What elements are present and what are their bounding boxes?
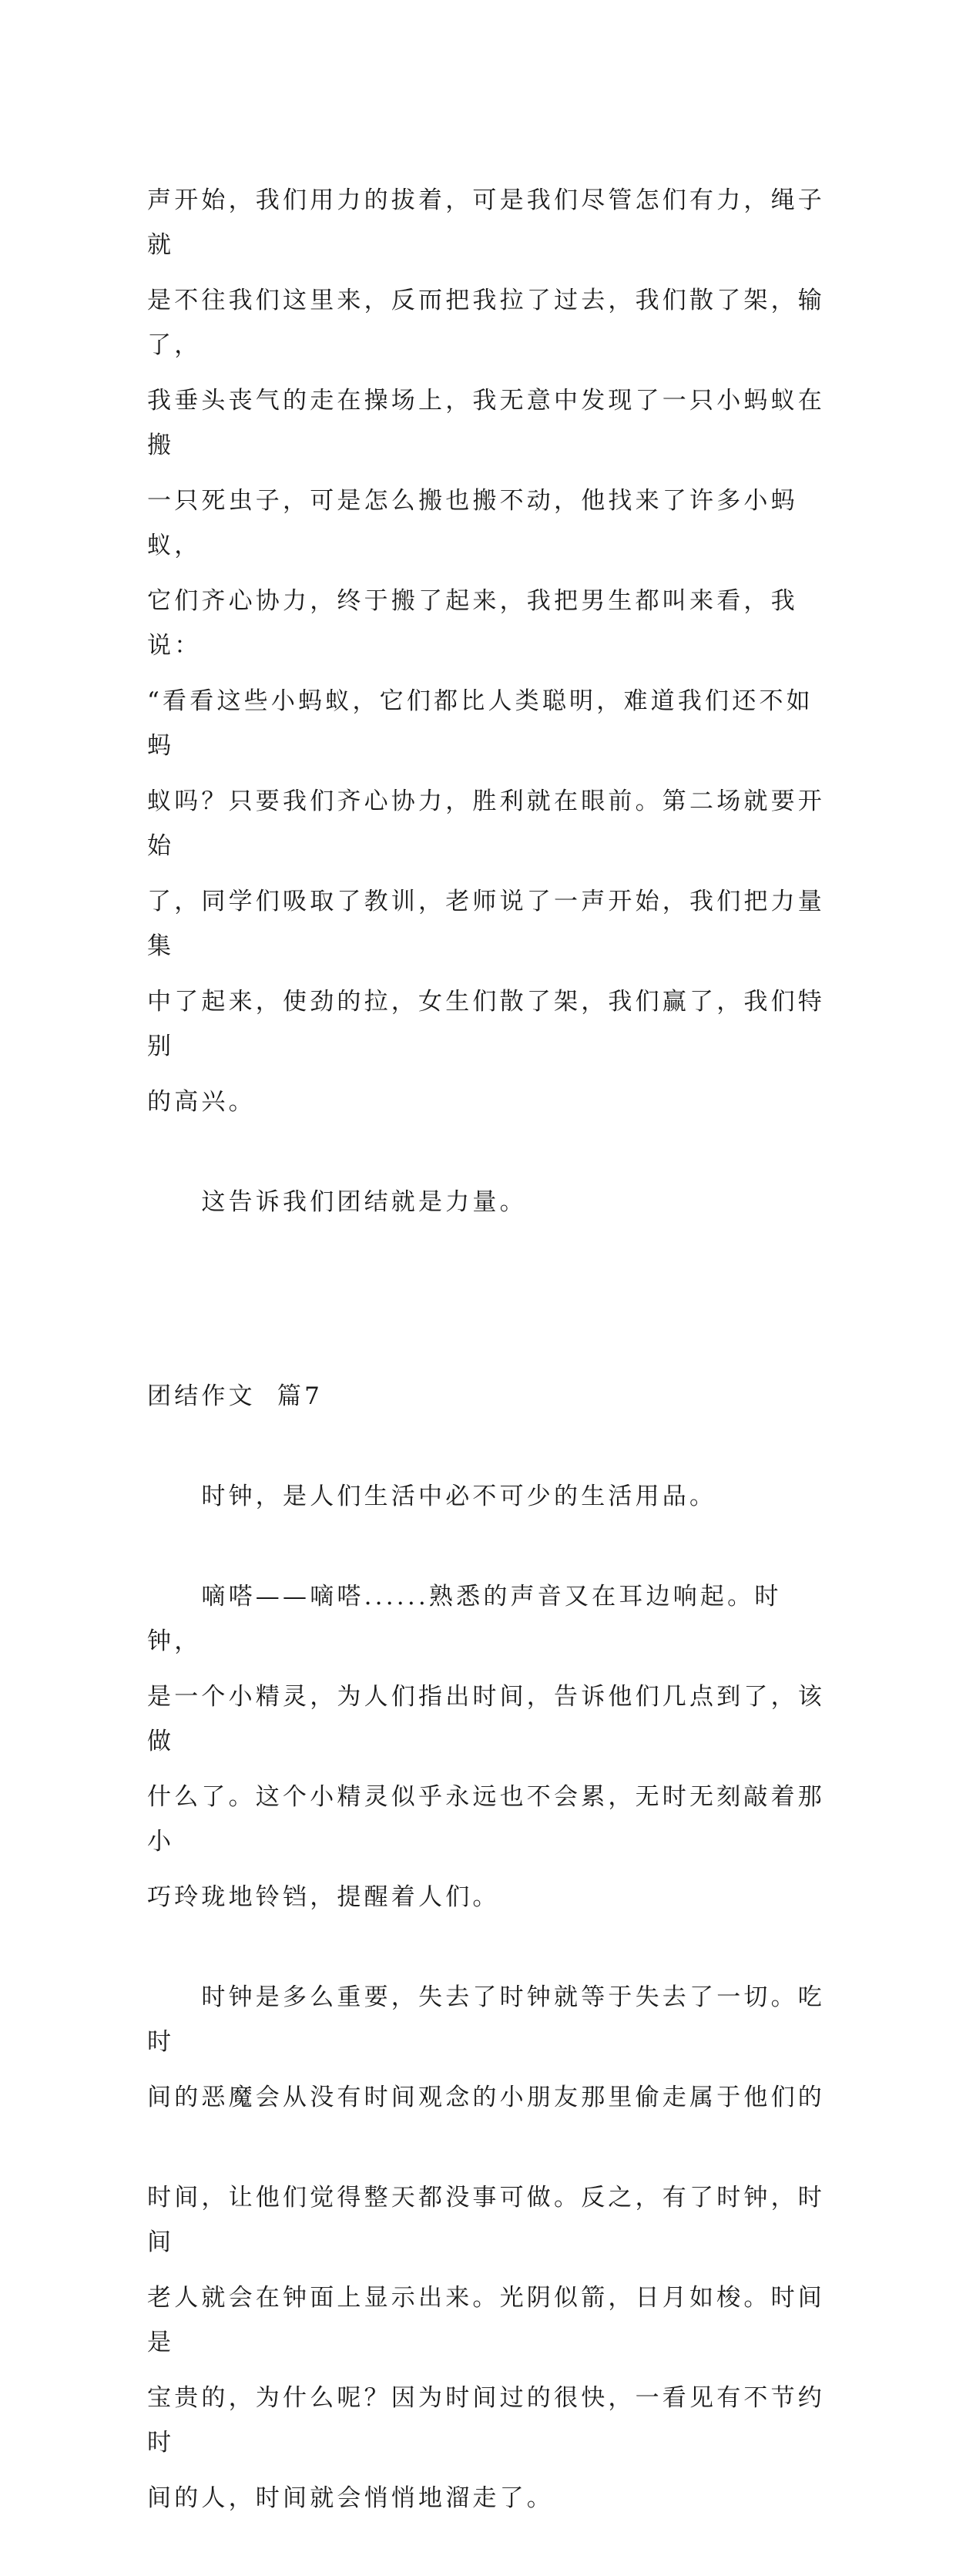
paragraph-line: 中了起来，使劲的拉，女生们散了架，我们赢了，我们特别 bbox=[147, 988, 825, 1060]
paragraph-line: 间的恶魔会从没有时间观念的小朋友那里偷走属于他们的 bbox=[147, 2084, 825, 2111]
paragraph-line: 了，同学们吸取了教训，老师说了一声开始，我们把力量集 bbox=[147, 888, 825, 960]
paragraph-line: 这告诉我们团结就是力量。 bbox=[147, 1188, 527, 1216]
paragraph-line: 什么了。这个小精灵似乎永远也不会累，无时无刻敲着那小 bbox=[147, 1783, 825, 1856]
paragraph-line: 时间，让他们觉得整天都没事可做。反之，有了时钟，时间 bbox=[147, 2184, 825, 2256]
paragraph-line: 嘀嗒——嘀嗒......熟悉的声音又在耳边响起。时钟， bbox=[147, 1583, 782, 1655]
essay-text-part-1 bbox=[147, 123, 825, 2576]
paragraph-line: 它们齐心协力，终于搬了起来，我把男生都叫来看，我说： bbox=[147, 587, 798, 660]
paragraph-line: 间的人，时间就会悄悄地溜走了。 bbox=[147, 2484, 554, 2512]
paragraph-line: 巧玲珑地铃铛，提醒着人们。 bbox=[147, 1883, 500, 1911]
paragraph-line: 蚁吗？只要我们齐心协力，胜利就在眼前。第二场就要开始 bbox=[147, 788, 825, 860]
section-spacer bbox=[147, 1280, 825, 1318]
paragraph-line: 的高兴。 bbox=[147, 1088, 256, 1116]
paragraph-line: 是一个小精灵，为人们指出时间，告诉他们几点到了，该做 bbox=[147, 1683, 825, 1755]
paragraph-line: 时钟，是人们生活中必不可少的生活用品。 bbox=[147, 1483, 717, 1510]
section-heading: 团结作文 篇7 bbox=[147, 1382, 324, 1410]
paragraph-line: 一只死虫子，可是怎么搬也搬不动，他找来了许多小蚂蚁， bbox=[147, 487, 798, 559]
paragraph-line: 老人就会在钟面上显示出来。光阴似箭，日月如梭。时间是 bbox=[147, 2284, 825, 2356]
paragraph-line: 宝贵的，为什么呢？因为时间过的很快，一看见有不节约时 bbox=[147, 2384, 825, 2457]
paragraph-line: 我垂头丧气的走在操场上，我无意中发现了一只小蚂蚁在搬 bbox=[147, 387, 825, 459]
paragraph-line: “看看这些小蚂蚁，它们都比人类聪明，难道我们还不如蚂 bbox=[147, 687, 813, 760]
paragraph-line: 是不往我们这里来，反而把我拉了过去，我们散了架，输了， bbox=[147, 287, 825, 359]
paragraph-line: 声开始，我们用力的拔着，可是我们尽管怎们有力，绳子就 bbox=[147, 186, 825, 259]
paragraph-line: 时钟是多么重要，失去了时钟就等于失去了一切。吃时 bbox=[147, 1983, 825, 2056]
